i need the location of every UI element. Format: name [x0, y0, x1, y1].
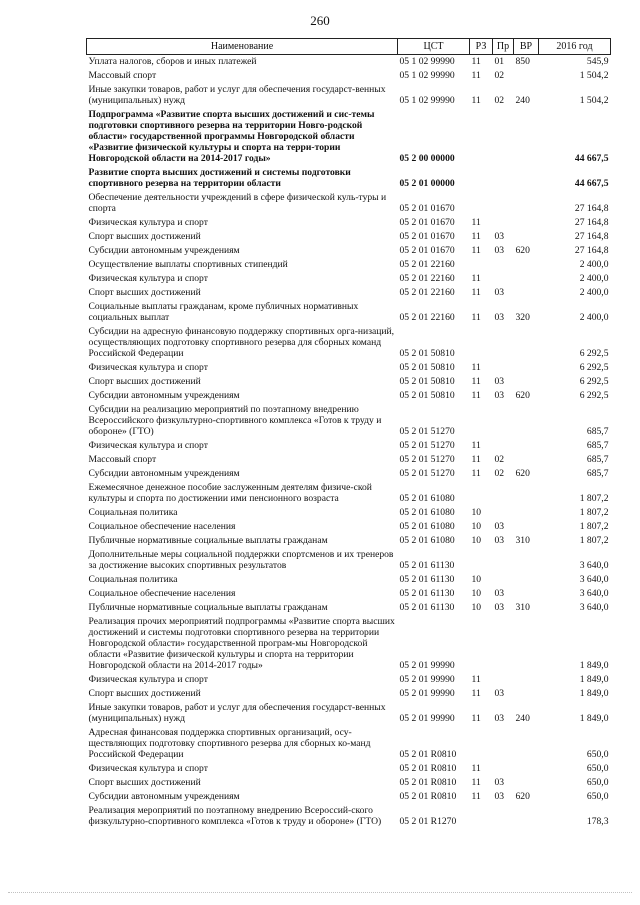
row-pr: 03 [494, 791, 505, 802]
row-vr [514, 762, 539, 776]
row-pr [493, 258, 514, 272]
table-row [87, 230, 611, 244]
row-cst: 05 2 01 61130 [399, 588, 455, 599]
table-row [87, 762, 611, 776]
row-pr: 03 [494, 287, 505, 298]
row-amount: 27 164,8 [574, 245, 609, 256]
row-pr [493, 166, 514, 191]
row-amount: 6 292,5 [579, 362, 609, 373]
row-pr: 03 [494, 602, 505, 613]
header-amount: 2016 год [539, 39, 611, 55]
row-pr [493, 325, 514, 361]
row-vr: 310 [515, 535, 530, 546]
row-rz: 11 [471, 362, 481, 373]
row-rz: 11 [471, 454, 481, 465]
row-pr [493, 548, 514, 573]
row-rz [470, 615, 493, 673]
table-row [87, 258, 611, 272]
row-cst: 05 2 01 50810 [399, 362, 455, 373]
row-rz: 11 [471, 713, 481, 724]
row-cst: 05 1 02 99990 [399, 70, 455, 81]
row-rz: 11 [471, 56, 481, 67]
row-vr [514, 375, 539, 389]
row-vr [514, 587, 539, 601]
row-name: Социальная политика [88, 507, 178, 518]
row-amount: 27 164,8 [574, 231, 609, 242]
row-name: Физическая культура и спорт [88, 362, 208, 373]
row-pr: 03 [494, 521, 505, 532]
row-rz: 10 [471, 588, 482, 599]
row-cst: 05 2 01 50810 [399, 348, 455, 359]
row-name: Физическая культура и спорт [88, 440, 208, 451]
row-rz [470, 108, 493, 166]
row-pr [493, 615, 514, 673]
row-cst: 05 2 01 99990 [399, 660, 455, 671]
row-cst: 05 2 01 61130 [399, 560, 455, 571]
row-amount: 1 504,2 [579, 95, 609, 106]
row-name: Публичные нормативные социальные выплаты гражданам [88, 602, 328, 613]
row-vr [514, 69, 539, 83]
table-row [87, 361, 611, 375]
row-amount: 3 640,0 [579, 588, 609, 599]
row-vr: 850 [515, 56, 530, 67]
row-cst: 05 2 01 01670 [399, 245, 455, 256]
table-row [87, 520, 611, 534]
row-name: Субсидии автономным учреждениям [88, 245, 240, 256]
table-row [87, 701, 611, 726]
row-name: Развитие спорта высших достижений и системы подготовки спортивного резерва на территории области [88, 167, 351, 189]
table-row [87, 69, 611, 83]
table-row [87, 83, 611, 108]
table-row [87, 804, 611, 829]
row-rz [470, 726, 493, 762]
row-amount: 6 292,5 [579, 390, 609, 401]
row-vr: 310 [515, 602, 530, 613]
row-rz: 11 [471, 70, 481, 81]
row-cst: 05 2 01 22160 [399, 312, 455, 323]
row-rz [470, 403, 493, 439]
header-rz: РЗ [470, 39, 493, 55]
row-pr: 03 [494, 688, 505, 699]
row-amount: 1 849,0 [579, 674, 609, 685]
row-pr: 02 [494, 468, 505, 479]
row-vr: 620 [515, 390, 530, 401]
row-cst: 05 2 01 61080 [399, 521, 455, 532]
row-cst: 05 2 01 99990 [399, 713, 455, 724]
row-name: Социальные выплаты гражданам, кроме публичных нормативных социальных выплат [88, 301, 359, 323]
row-rz: 11 [471, 273, 481, 284]
budget-table [86, 38, 611, 829]
row-name: Ежемесячное денежное пособие заслуженным деятелям физиче-ской культуры и спорта по достижении ими пенсионного возраста [88, 482, 372, 504]
row-pr [493, 108, 514, 166]
row-cst: 05 2 01 61080 [399, 535, 455, 546]
row-amount: 685,7 [586, 440, 609, 451]
row-vr [514, 325, 539, 361]
row-cst: 05 2 01 R0810 [399, 749, 457, 760]
table-row [87, 506, 611, 520]
row-pr [493, 804, 514, 829]
row-rz: 11 [471, 791, 481, 802]
row-vr [514, 573, 539, 587]
row-vr: 620 [515, 468, 530, 479]
header-name: Наименование [87, 39, 398, 55]
row-name: Осуществление выплаты спортивных стипендий [88, 259, 288, 270]
row-amount: 650,0 [586, 791, 609, 802]
row-pr: 03 [494, 713, 505, 724]
row-name: Подпрограмма «Развитие спорта высших достижений и сис-темы подготовки спортивного резерва на территории Новго-родской области» государственной программы Новгородской области «Развитие физической культуры и спорта на терри-тории Новгородской области на 2014-2017 годы» [88, 109, 375, 164]
row-vr [514, 481, 539, 506]
row-cst: 05 2 01 99990 [399, 674, 455, 685]
row-cst: 05 2 00 00000 [399, 153, 455, 164]
table-row [87, 790, 611, 804]
header-cst: ЦСТ [398, 39, 470, 55]
row-rz [470, 804, 493, 829]
row-pr [493, 403, 514, 439]
table-row [87, 325, 611, 361]
row-amount: 178,3 [586, 816, 609, 827]
row-cst: 05 2 01 51270 [399, 454, 455, 465]
row-vr [514, 548, 539, 573]
row-rz: 11 [471, 287, 481, 298]
row-pr: 03 [494, 245, 505, 256]
row-vr [514, 108, 539, 166]
row-cst: 05 2 01 R0810 [399, 791, 457, 802]
row-rz: 10 [471, 574, 482, 585]
row-rz: 11 [471, 95, 481, 106]
row-pr [493, 272, 514, 286]
row-pr: 03 [494, 231, 505, 242]
row-rz: 11 [471, 763, 481, 774]
row-rz: 10 [471, 521, 482, 532]
table-body [87, 55, 611, 830]
row-amount: 1 807,2 [579, 507, 609, 518]
row-amount: 1 807,2 [579, 521, 609, 532]
row-pr [493, 726, 514, 762]
row-pr: 02 [494, 95, 505, 106]
row-amount: 1 849,0 [579, 688, 609, 699]
row-vr [514, 520, 539, 534]
row-vr [514, 258, 539, 272]
row-name: Социальное обеспечение населения [88, 521, 236, 532]
row-rz: 11 [471, 777, 481, 788]
row-cst: 05 2 01 01670 [399, 203, 455, 214]
row-name: Массовый спорт [88, 70, 157, 81]
row-rz [470, 166, 493, 191]
table-row [87, 300, 611, 325]
row-cst: 05 2 01 51270 [399, 468, 455, 479]
row-cst: 05 1 02 99990 [399, 95, 455, 106]
row-amount: 27 164,8 [574, 203, 609, 214]
row-name: Дополнительные меры социальной поддержки спортсменов и их тренеров за достижение высоких спортивных результатов [88, 549, 394, 571]
row-name: Реализация мероприятий по поэтапному внедрению Всероссий-ского физкультурно-спортивного комплекса «Готов к труду и обороне» (ГТО) [88, 805, 382, 827]
row-cst: 05 2 01 61080 [399, 493, 455, 504]
row-rz [470, 258, 493, 272]
row-amount: 6 292,5 [579, 376, 609, 387]
row-rz: 11 [471, 440, 481, 451]
table-row [87, 481, 611, 506]
header-pr: Пр [493, 39, 514, 55]
row-cst: 05 2 01 51270 [399, 426, 455, 437]
row-vr [514, 776, 539, 790]
row-amount: 545,9 [586, 56, 609, 67]
row-name: Субсидии автономным учреждениям [88, 791, 240, 802]
row-vr [514, 453, 539, 467]
row-rz: 11 [471, 390, 481, 401]
row-cst: 05 2 01 51270 [399, 440, 455, 451]
row-rz: 11 [471, 468, 481, 479]
table-row [87, 191, 611, 216]
row-name: Социальная политика [88, 574, 178, 585]
row-rz: 11 [471, 217, 481, 228]
row-amount: 27 164,8 [574, 217, 609, 228]
row-vr: 620 [515, 245, 530, 256]
row-vr [514, 361, 539, 375]
row-vr [514, 439, 539, 453]
row-vr: 320 [515, 312, 530, 323]
table-row [87, 439, 611, 453]
row-cst: 05 2 01 61130 [399, 602, 455, 613]
row-pr: 02 [494, 70, 505, 81]
row-rz: 11 [471, 231, 481, 242]
row-name: Массовый спорт [88, 454, 157, 465]
row-rz: 11 [471, 376, 481, 387]
row-name: Уплата налогов, сборов и иных платежей [88, 56, 257, 67]
row-pr [493, 439, 514, 453]
row-vr [514, 615, 539, 673]
row-name: Субсидии автономным учреждениям [88, 390, 240, 401]
row-rz: 10 [471, 507, 482, 518]
table-row [87, 375, 611, 389]
row-cst: 05 2 01 00000 [399, 178, 455, 189]
row-rz: 10 [471, 602, 482, 613]
page-number: 260 [310, 13, 330, 28]
table-row [87, 55, 611, 70]
table-row [87, 601, 611, 615]
row-pr [493, 191, 514, 216]
row-name: Социальное обеспечение населения [88, 588, 236, 599]
table-row [87, 272, 611, 286]
header-vr: ВР [514, 39, 539, 55]
row-rz: 10 [471, 535, 482, 546]
row-rz: 11 [471, 688, 481, 699]
table-row [87, 687, 611, 701]
row-pr [493, 361, 514, 375]
row-cst: 05 2 01 61080 [399, 507, 455, 518]
row-vr: 620 [515, 791, 530, 802]
row-amount: 3 640,0 [579, 574, 609, 585]
row-vr [514, 506, 539, 520]
row-cst: 05 2 01 61130 [399, 574, 455, 585]
row-amount: 2 400,0 [579, 259, 609, 270]
row-vr [514, 230, 539, 244]
table-row [87, 389, 611, 403]
row-cst: 05 2 01 22160 [399, 273, 455, 284]
row-name: Физическая культура и спорт [88, 674, 208, 685]
row-amount: 3 640,0 [579, 602, 609, 613]
table-row [87, 534, 611, 548]
row-name: Обеспечение деятельности учреждений в сфере физической куль-туры и спорта [88, 192, 387, 214]
row-amount: 2 400,0 [579, 312, 609, 323]
row-name: Публичные нормативные социальные выплаты гражданам [88, 535, 328, 546]
row-vr [514, 804, 539, 829]
row-cst: 05 2 01 22160 [399, 259, 455, 270]
row-pr: 01 [494, 56, 505, 67]
row-name: Иные закупки товаров, работ и услуг для обеспечения государст-венных (муниципальных) нужд [88, 702, 386, 724]
table-row [87, 573, 611, 587]
row-pr [493, 506, 514, 520]
row-vr [514, 726, 539, 762]
row-vr [514, 286, 539, 300]
row-amount: 1 849,0 [579, 713, 609, 724]
row-rz: 11 [471, 674, 481, 685]
table-row [87, 216, 611, 230]
table-row [87, 286, 611, 300]
row-cst: 05 2 01 01670 [399, 231, 455, 242]
table-row [87, 244, 611, 258]
table-row [87, 108, 611, 166]
row-amount: 685,7 [586, 426, 609, 437]
row-rz [470, 325, 493, 361]
row-name: Реализация прочих мероприятий подпрограммы «Развитие спорта высших достижений и системы подготовки спортивного резерва на территории Новгородской области» государственной програм-мы Новгородской области «Развитие физической культуры и спорта на территории Новгородской области на 2014-2017 годы» [88, 616, 395, 671]
row-cst: 05 2 01 50810 [399, 376, 455, 387]
row-pr [493, 573, 514, 587]
row-cst: 05 2 01 R0810 [399, 763, 457, 774]
row-cst: 05 2 01 99990 [399, 688, 455, 699]
table-row [87, 548, 611, 573]
table-row [87, 166, 611, 191]
row-amount: 2 400,0 [579, 287, 609, 298]
row-vr [514, 216, 539, 230]
row-amount: 1 807,2 [579, 535, 609, 546]
table-row [87, 776, 611, 790]
row-name: Субсидии автономным учреждениям [88, 468, 240, 479]
row-name: Иные закупки товаров, работ и услуг для обеспечения государст-венных (муниципальных) нужд [88, 84, 386, 106]
table-row [87, 587, 611, 601]
table-row [87, 615, 611, 673]
row-name: Физическая культура и спорт [88, 763, 208, 774]
row-vr [514, 403, 539, 439]
row-name: Спорт высших достижений [88, 231, 201, 242]
row-vr [514, 191, 539, 216]
row-pr: 03 [494, 390, 505, 401]
table-header [87, 39, 611, 55]
row-amount: 1 504,2 [579, 70, 609, 81]
row-cst: 05 1 02 99990 [399, 56, 455, 67]
scan-edge-dots [8, 892, 632, 894]
row-amount: 2 400,0 [579, 273, 609, 284]
row-pr [493, 673, 514, 687]
table-row [87, 403, 611, 439]
table-row [87, 467, 611, 481]
row-pr [493, 216, 514, 230]
row-name: Спорт высших достижений [88, 777, 201, 788]
row-pr [493, 481, 514, 506]
row-rz [470, 548, 493, 573]
row-vr: 240 [515, 713, 530, 724]
row-amount: 650,0 [586, 763, 609, 774]
row-rz [470, 191, 493, 216]
row-name: Физическая культура и спорт [88, 217, 208, 228]
row-vr: 240 [515, 95, 530, 106]
row-name: Адресная финансовая поддержка спортивных организаций, осу-ществляющих подготовку спортивного резерва для сборных ко-манд Российской Федерации [88, 727, 371, 760]
row-vr [514, 166, 539, 191]
table-row [87, 673, 611, 687]
row-vr [514, 272, 539, 286]
row-pr: 03 [494, 535, 505, 546]
row-vr [514, 673, 539, 687]
row-name: Спорт высших достижений [88, 688, 201, 699]
row-cst: 05 2 01 01670 [399, 217, 455, 228]
row-name: Спорт высших достижений [88, 287, 201, 298]
row-rz: 11 [471, 245, 481, 256]
row-pr [493, 762, 514, 776]
row-pr: 03 [494, 312, 505, 323]
row-amount: 650,0 [586, 749, 609, 760]
row-name: Спорт высших достижений [88, 376, 201, 387]
row-rz: 11 [471, 312, 481, 323]
row-name: Субсидии на адресную финансовую поддержку спортивных орга-низаций, осуществляющих подготовку спортивного резерва для сборных команд Российской Федерации [88, 326, 395, 359]
row-pr: 03 [494, 588, 505, 599]
row-rz [470, 481, 493, 506]
row-name: Физическая культура и спорт [88, 273, 208, 284]
row-amount: 3 640,0 [579, 560, 609, 571]
row-cst: 05 2 01 R1270 [399, 816, 457, 827]
row-cst: 05 2 01 22160 [399, 287, 455, 298]
row-cst: 05 2 01 50810 [399, 390, 455, 401]
row-name: Субсидии на реализацию мероприятий по поэтапному внедрению Всероссийского физкультурно-спортивного комплекса «Готов к труду и обороне» (ГТО) [88, 404, 382, 437]
row-cst: 05 2 01 R0810 [399, 777, 457, 788]
row-amount: 44 667,5 [574, 178, 609, 189]
table-row [87, 453, 611, 467]
row-vr [514, 687, 539, 701]
row-pr: 02 [494, 454, 505, 465]
row-pr: 03 [494, 376, 505, 387]
row-amount: 650,0 [586, 777, 609, 788]
row-pr: 03 [494, 777, 505, 788]
table-row [87, 726, 611, 762]
row-amount: 6 292,5 [579, 348, 609, 359]
row-amount: 685,7 [586, 468, 609, 479]
row-amount: 1 849,0 [579, 660, 609, 671]
row-amount: 44 667,5 [574, 153, 609, 164]
row-amount: 1 807,2 [579, 493, 609, 504]
row-amount: 685,7 [586, 454, 609, 465]
